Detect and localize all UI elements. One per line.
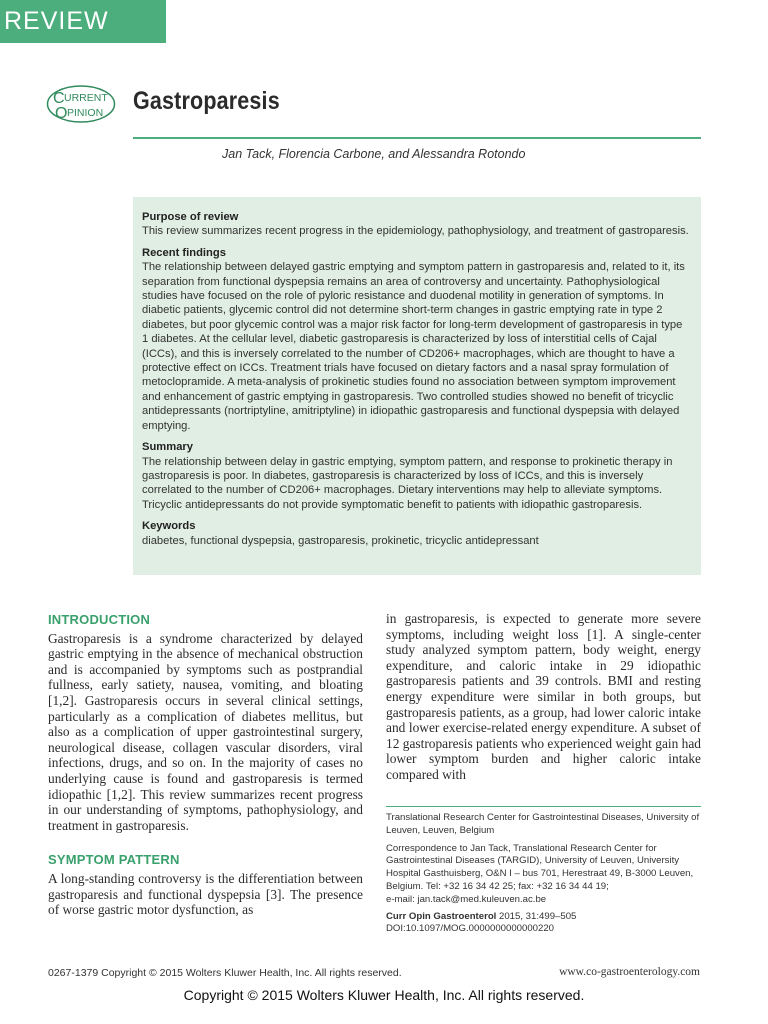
- affiliation-institution: Translational Research Center for Gastrointestinal Diseases, University of Leuven, Leuven, Belgium: [386, 812, 700, 836]
- logo-letter-c: C: [53, 90, 65, 107]
- article-title: Gastroparesis: [133, 87, 280, 115]
- footer-copyright: 0267-1379 Copyright © 2015 Wolters Kluwer Health, Inc. All rights reserved.: [48, 967, 402, 979]
- keywords-text: diabetes, functional dyspepsia, gastroparesis, prokinetic, tricyclic antidepressant: [142, 534, 539, 547]
- doi: DOI:10.1097/MOG.0000000000000220: [386, 923, 555, 935]
- right-column: [386, 611, 701, 783]
- findings-text: The relationship between delayed gastric emptying and symptom pattern in gastroparesis and, related to it, its separation from functional dyspepsia remains an area of controversy and uncertainty. Pathophysiological studies have focused on the role of pyloric resistance and duodenal motility in generation of symptoms. In diabetic patients, glycemic control did not determine short-term changes in gastric emptying rate in type 2 diabetes, but poor glycemic control was a major risk factor for long-term development of gastroparesis in type 1 diabetes. At the cellular level, diabetic gastroparesis is characterized by loss of interstitial cells of Cajal (ICCs), and this is inversely correlated to the number of CD206+ macrophages, which are thought to have a protective effect on ICCs. Treatment trials have focused on dietary factors and a nasal spray formulation of metoclopramide. A meta-analysis of prokinetic studies found no association between symptom improvement and enhancement of gastric emptying in gastroparesis. Two controlled studies showed no benefit of tricyclic antidepressants (nortriptyline, amitriptyline) in idiopathic gastroparesis and functional dyspepsia with delayed emptying.: [142, 261, 685, 432]
- journal-citation: Curr Opin Gastroenterol 2015, 31:499–505: [386, 910, 577, 922]
- purpose-heading: Purpose of review: [142, 211, 239, 223]
- purpose-text: This review summarizes recent progress in the epidemiology, pathophysiology, and treatment of gastroparesis.: [142, 225, 689, 238]
- copyright-watermark: Copyright © 2015 Wolters Kluwer Health, Inc. All rights reserved.: [183, 987, 585, 1003]
- email: e-mail: jan.tack@med.kuleuven.ac.be: [386, 893, 547, 905]
- review-tab: REVIEW: [0, 0, 166, 43]
- summary-text: The relationship between delay in gastric emptying, symptom pattern, and response to prokinetic therapy in gastroparesis is poor. In diabetes, gastroparesis is characterized by loss of ICCs, and this is inversely correlated to the number of CD206+ macrophages. Dietary interventions may help to alleviate symptoms. Tricyclic antidepressants do not provide symptomatic benefit to patients with idiopathic gastroparesis.: [142, 455, 673, 511]
- keywords-heading: Keywords: [142, 520, 196, 533]
- findings-heading: Recent findings: [142, 246, 226, 259]
- logo-line-1: URRENT: [64, 92, 108, 104]
- authors: Jan Tack, Florencia Carbone, and Alessandra Rotondo: [222, 147, 526, 161]
- logo-line-2: PINION: [67, 107, 104, 119]
- title-rule: [133, 137, 701, 139]
- symptom-paragraph: A long-standing controversy is the differentiation between gastroparesis and functional dyspepsia [3]. The presence of worse gastric motor dysfunction, as: [48, 870, 363, 918]
- symptom-heading: SYMPTOM PATTERN: [48, 852, 180, 868]
- affiliation-block: [386, 812, 701, 941]
- affiliation-rule: [386, 806, 701, 807]
- journal-name: Curr Opin Gastroenterol: [386, 910, 497, 922]
- intro-paragraph: Gastroparesis is a syndrome characterized by delayed gastric emptying in the absence of mechanical obstruction and is accompanied by symptoms such as postprandial fullness, early satiety, nausea, vomiting, and bloating [1,2]. Gastroparesis occurs in several clinical settings, particularly as a complication of diabetes mellitus, but also as a complication of upper gastrointestinal surgery, neurological disease, collagen vascular disorders, viral infections, drugs, and so on. In the majority of cases no underlying cause is found and gastroparesis is termed idiopathic [1,2]. This review summarizes recent progress in our understanding of symptoms, pathophysiology, and treatment in gastroparesis.: [48, 630, 363, 833]
- abstract-box: [133, 197, 701, 575]
- left-column: [48, 612, 363, 918]
- current-opinion-logo: [46, 84, 116, 124]
- summary-heading: Summary: [142, 441, 193, 454]
- logo-letter-o: O: [55, 105, 68, 122]
- correspondence: Correspondence to Jan Tack, Translational Research Center for Gastrointestinal Diseases (TARGID), University of Leuven, University Hospital Gasthuisberg, O&N I – bus 701, Herestraat 49, B-3000 Leuven, Belgium. Tel: +32 16 34 42 25; fax: +32 16 34 44 19; e-mail: jan.tack@med.kuleuven.ac.be: [386, 842, 694, 905]
- right-paragraph: in gastroparesis, is expected to generate more severe symptoms, including weight loss [1]. A single-center study analyzed symptom pattern, body weight, energy expenditure, and caloric intake in 29 idiopathic gastroparesis patients and 39 controls. BMI and resting energy expenditure were similar in both groups, but gastroparesis patients, as a group, had lower caloric intake and lower exercise-related energy expenditure. A subset of 12 gastroparesis patients who experienced weight gain had lower symptom burden and higher caloric intake compared with: [386, 611, 701, 782]
- footer-website-link[interactable]: www.co-gastroenterology.com: [559, 966, 700, 978]
- intro-heading: INTRODUCTION: [48, 612, 151, 627]
